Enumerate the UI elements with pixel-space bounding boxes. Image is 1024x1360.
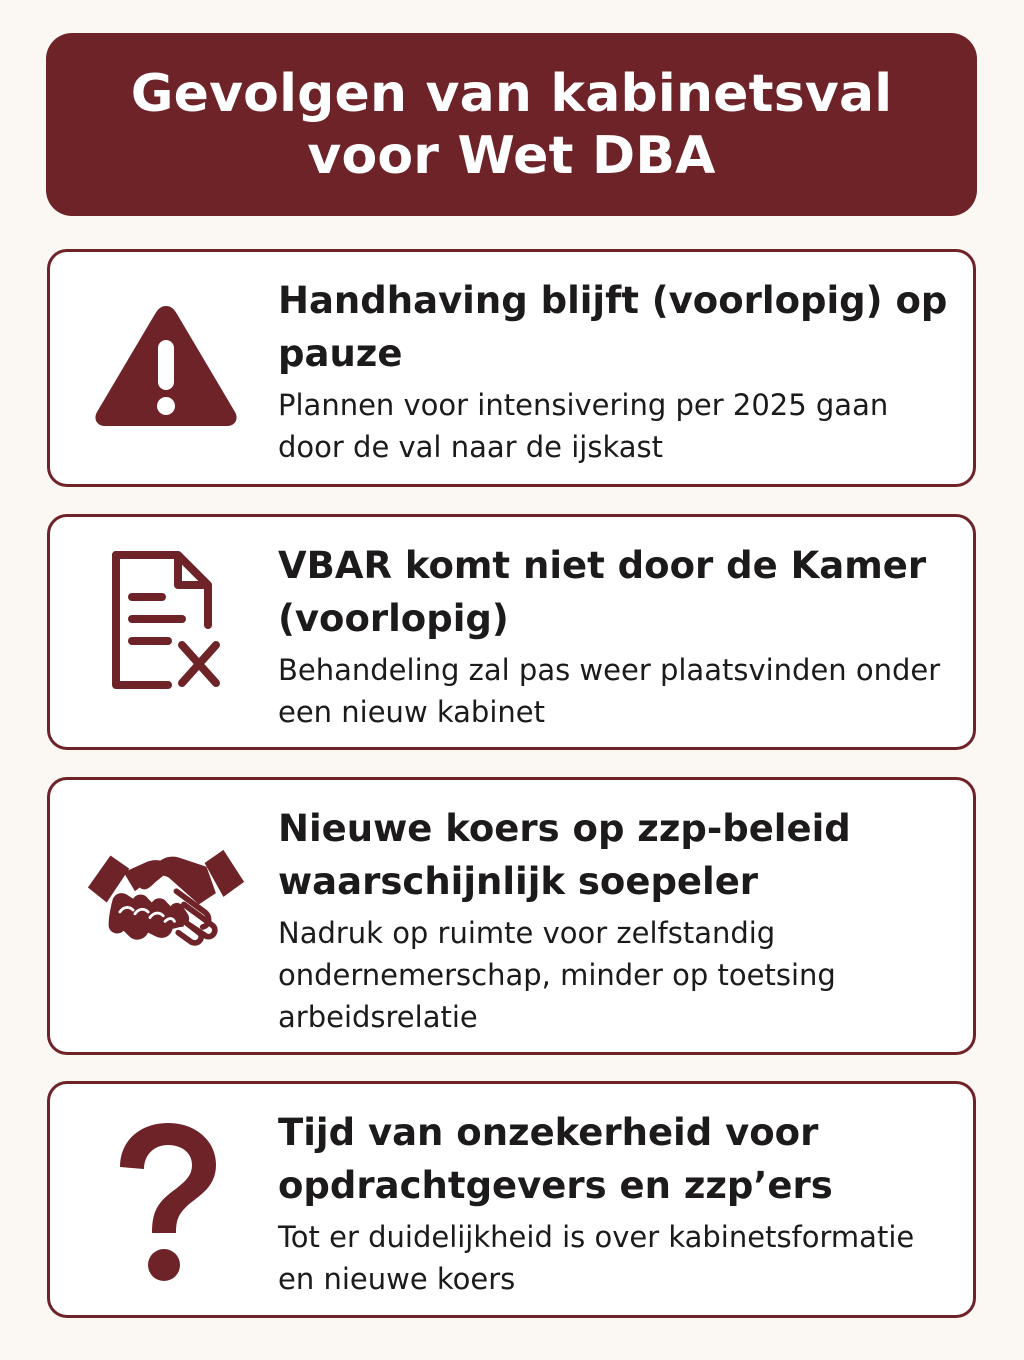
card-handhaving (47, 249, 976, 487)
card-title: Handhaving blijft (voorlopig) op pauze (278, 279, 948, 375)
page-title: Gevolgen van kabinetsval voor Wet DBA (130, 63, 893, 186)
document-rejected-icon (86, 545, 246, 695)
handshake-icon (86, 820, 246, 970)
warning-triangle-icon (86, 290, 246, 440)
card-zzp-beleid (47, 777, 976, 1055)
card-title: Nieuwe koers op zzp-beleid waarschijnlijk soepeler (278, 807, 851, 903)
card-description: Nadruk op ruimte voor zelfstandig ondernemerschap, minder op toetsing arbeidsrelatie (278, 916, 836, 1034)
card-description: Tot er duidelijkheid is over kabinetsformatie en nieuwe koers (278, 1220, 915, 1296)
card-vbar (47, 514, 976, 750)
card-title: Tijd van onzekerheid voor opdrachtgevers en zzp’ers (278, 1111, 833, 1207)
header-banner (46, 33, 977, 216)
card-description: Behandeling zal pas weer plaatsvinden onder een nieuw kabinet (278, 653, 941, 729)
card-title: VBAR komt niet door de Kamer (voorlopig) (278, 544, 927, 640)
card-description: Plannen voor intensivering per 2025 gaan door de val naar de ijskast (278, 388, 889, 464)
question-mark-icon (86, 1114, 246, 1289)
card-onzekerheid (47, 1081, 976, 1318)
